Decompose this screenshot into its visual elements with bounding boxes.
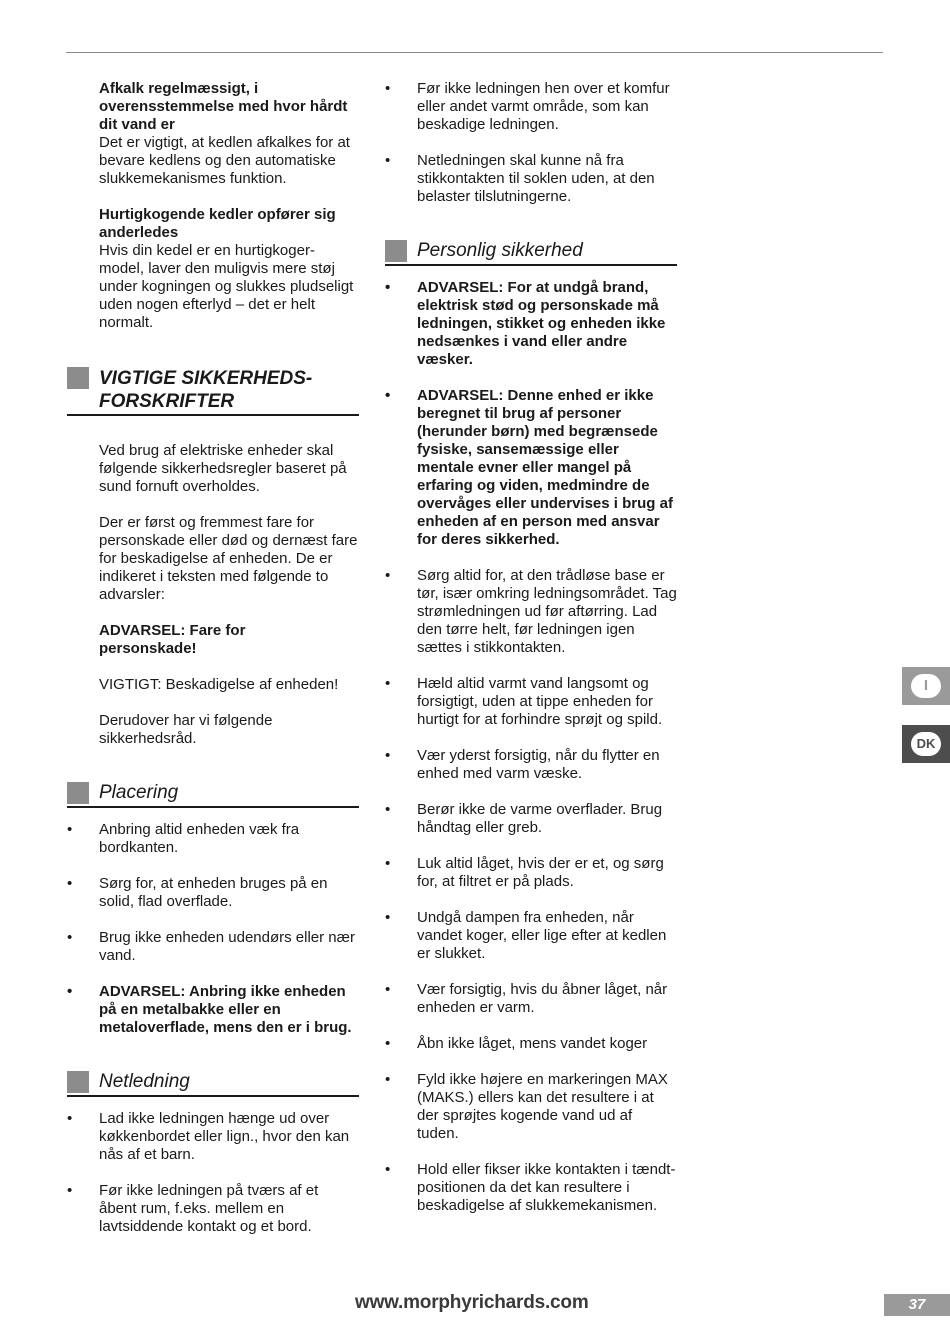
page-number: 37 xyxy=(884,1294,950,1316)
top-rule xyxy=(66,52,883,53)
list-item: • Sørg altid for, at den trådløse base er tør, især omkring ledningsområdet. Tag strømledningen ud før aftørring. Lad den tørre helt, før ledningen igen sættes i stikkontakten. xyxy=(385,567,677,656)
heading-square-icon xyxy=(67,782,89,804)
bullet-icon: • xyxy=(385,152,391,169)
bullet-icon: • xyxy=(385,567,391,584)
bullet-icon: • xyxy=(385,855,391,872)
bullet-icon: • xyxy=(385,747,391,764)
list-item: • Før ikke ledningen på tværs af et åbent rum, f.eks. mellem en lavtsiddende kontakt og et bord. xyxy=(67,1182,319,1235)
heading-square-icon xyxy=(67,367,89,389)
list-item: • Undgå dampen fra enheden, når vandet koger, eller lige efter at kedlen er slukket. xyxy=(385,909,667,962)
bullet-icon: • xyxy=(385,1035,391,1052)
safety-paragraph-2: Der er først og fremmest fare for personskade eller død og dernæst fare for beskadigelse af enheden. De er indikeret i teksten med følgende to advarsler: xyxy=(99,514,358,603)
language-tab-i xyxy=(902,667,950,705)
netledning-heading-text: Netledning xyxy=(99,1071,190,1092)
list-item: • Vær forsigtig, hvis du åbner låget, når enheden er varm. xyxy=(385,981,668,1016)
cord-list-continued xyxy=(385,80,677,206)
bullet-icon: • xyxy=(385,981,391,998)
list-item: • Fyld ikke højere en markeringen MAX (MAKS.) ellers kan det resultere i at der sprøjtes kogende vand ud af tuden. xyxy=(385,1071,668,1142)
bullet-icon: • xyxy=(385,279,391,296)
list-item: • Netledningen skal kunne nå fra stikkontakten til soklen uden, at den belaster tilslutningerne. xyxy=(385,152,655,205)
bullet-icon: • xyxy=(385,801,391,818)
placering-heading xyxy=(67,781,359,808)
bullet-icon: • xyxy=(67,821,73,838)
bullet-icon: • xyxy=(67,875,73,892)
bullet-icon: • xyxy=(385,675,391,692)
bullet-icon: • xyxy=(385,387,391,404)
language-tab-i-label: I xyxy=(911,674,941,698)
descale-title: Afkalk regelmæssigt, i overensstemmelse med hvor hårdt dit vand er xyxy=(99,80,348,133)
netledning-list xyxy=(67,1110,359,1236)
safety-paragraph-1: Ved brug af elektriske enheder skal følgende sikkerhedsregler baseret på sund fornuft overholdes. xyxy=(99,442,347,495)
list-item: • Berør ikke de varme overflader. Brug håndtag eller greb. xyxy=(385,801,663,836)
placering-list xyxy=(67,821,359,1037)
safety-warning-label: ADVARSEL: Fare for personskade! xyxy=(99,622,246,657)
safety-heading-line1: VIGTIGE SIKKERHEDS- xyxy=(99,368,313,389)
bullet-icon: • xyxy=(385,1071,391,1088)
fastboil-title: Hurtigkogende kedler opfører sig anderledes xyxy=(99,206,336,241)
bullet-icon: • xyxy=(67,1182,73,1199)
safety-paragraph-3: Derudover har vi følgende sikkerhedsråd. xyxy=(99,712,273,747)
left-column xyxy=(67,80,359,1236)
list-item: • Hæld altid varmt vand langsomt og forsigtigt, uden at tippe enheden for hurtigt for at forhindre sprøjt og spild. xyxy=(385,675,663,728)
heading-square-icon xyxy=(67,1071,89,1093)
bullet-icon: • xyxy=(67,1110,73,1127)
safety-important-label: VIGTIGT: Beskadigelse af enheden! xyxy=(99,676,339,693)
list-item: • Hold eller fikser ikke kontakten i tændt-positionen da det kan resultere i beskadigelse af slukkemekanismen. xyxy=(385,1161,676,1214)
list-item-warning: • ADVARSEL: Denne enhed er ikke beregnet til brug af personer (herunder børn) med begrænsede fysiske, sansemæssige eller mentale evner eller mangel på erfaring og viden, medmindre de overvåges eller undervises i brug af enheden af en person med ansvar for deres sikkerhed. xyxy=(385,387,673,548)
list-item: • Anbring altid enheden væk fra bordkanten. xyxy=(67,821,300,856)
list-item: • Åbn ikke låget, mens vandet koger xyxy=(385,1035,648,1052)
bullet-icon: • xyxy=(67,929,73,946)
safety-heading-line2: FORSKRIFTER xyxy=(99,391,235,412)
heading-square-icon xyxy=(385,240,407,262)
personlig-heading xyxy=(385,239,677,266)
list-item: • Før ikke ledningen hen over et komfur eller andet varmt område, som kan beskadige ledningen. xyxy=(385,80,670,133)
list-item: • Vær yderst forsigtig, når du flytter en enhed med varm væske. xyxy=(385,747,660,782)
list-item: • Luk altid låget, hvis der er et, og sørg for, at filtret er på plads. xyxy=(385,855,664,890)
footer-url: www.morphyrichards.com xyxy=(355,1292,589,1313)
right-column xyxy=(385,80,677,1215)
personlig-heading-text: Personlig sikkerhed xyxy=(417,240,583,261)
safety-heading xyxy=(67,367,359,416)
list-item-warning: • ADVARSEL: Anbring ikke enheden på en metalbakke eller en metaloverflade, mens den er i brug. xyxy=(67,983,352,1036)
language-tab-dk-label: DK xyxy=(911,732,941,756)
list-item-warning: • ADVARSEL: For at undgå brand, elektrisk stød og personskade må ledningen, stikket og enheden ikke nedsænkes i vand eller andre væsker. xyxy=(385,279,666,368)
language-tab-dk xyxy=(902,725,950,763)
fastboil-body: Hvis din kedel er en hurtigkoger-model, laver den muligvis mere støj under kogningen og slukkes pludseligt uden nogen efterlyd – det er helt normalt. xyxy=(99,242,354,331)
placering-heading-text: Placering xyxy=(99,782,179,803)
descale-body: Det er vigtigt, at kedlen afkalkes for at bevare kedlens og den automatiske slukkemekanismes funktion. xyxy=(99,134,350,187)
bullet-icon: • xyxy=(385,909,391,926)
personlig-list xyxy=(385,279,677,1215)
bullet-icon: • xyxy=(385,80,391,97)
list-item: • Brug ikke enheden udendørs eller nær vand. xyxy=(67,929,355,964)
list-item: • Lad ikke ledningen hænge ud over køkkenbordet eller lign., hvor den kan nås af et barn. xyxy=(67,1110,350,1163)
list-item: • Sørg for, at enheden bruges på en solid, flad overflade. xyxy=(67,875,328,910)
netledning-heading xyxy=(67,1070,359,1097)
bullet-icon: • xyxy=(67,983,73,1000)
bullet-icon: • xyxy=(385,1161,391,1178)
